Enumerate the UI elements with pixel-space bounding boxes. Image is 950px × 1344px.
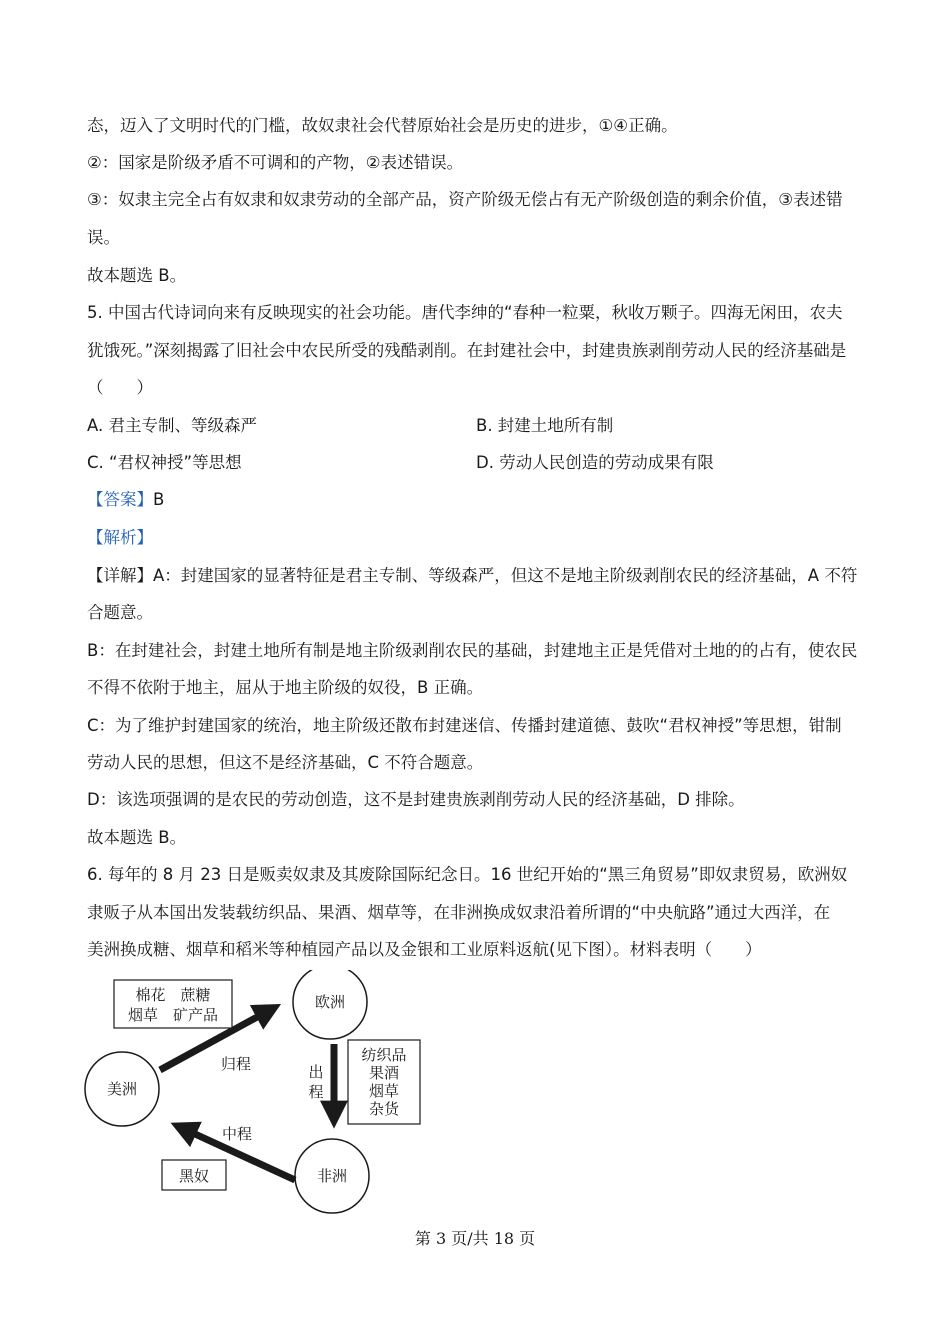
question-6-text: 6. 每年的 8 月 23 日是贩卖奴隶及其废除国际纪念日。16 世纪开始的“黑三角贸易”即奴隶贸易，欧洲奴 (87, 865, 848, 884)
paragraph-line: 误。 (87, 228, 120, 247)
detail-line: 故本题选 B。 (87, 828, 187, 847)
outbound-label: 程 (308, 1083, 324, 1101)
detail-line: 合题意。 (87, 603, 153, 622)
detail-line: 【详解】A：封建国家的显著特征是君主专制、等级森严，但这不是地主阶级剥削农民的经济基础，A 不符 (87, 566, 858, 585)
answer-label: 【答案】 (87, 490, 153, 509)
outbound-label: 出 (308, 1063, 324, 1081)
slaves-label: 黑奴 (178, 1167, 210, 1185)
analysis-label: 【解析】 (87, 528, 153, 547)
option-a: A. 君主专制、等级森严 (87, 416, 257, 435)
paragraph-line: 故本题选 B。 (87, 266, 187, 285)
return-goods-line: 烟草 矿产品 (127, 1006, 219, 1024)
paragraph-line: ②：国家是阶级矛盾不可调和的产物，②表述错误。 (87, 153, 464, 172)
detail-line: 劳动人民的思想，但这不是经济基础，C 不符合题意。 (87, 753, 484, 772)
question-6-text: 美洲换成糖、烟草和稻米等种植园产品以及金银和工业原料返航(见下图）。材料表明（ ） (87, 940, 762, 959)
detail-line: 不得不依附于地主，屈从于地主阶级的奴役，B 正确。 (87, 678, 484, 697)
question-6-text: 隶贩子从本国出发装载纺织品、果酒、烟草等，在非洲换成奴隶沿着所谓的“中央航路”通过大西洋，在 (87, 903, 831, 922)
detail-line: B：在封建社会，封建土地所有制是地主阶级剥削农民的基础，封建地主正是凭借对土地的的占有，使农民 (87, 641, 858, 660)
return-goods-line: 棉花 蔗糖 (135, 986, 211, 1004)
paragraph-line: ③：奴隶主完全占有奴隶和奴隶劳动的全部产品，资产阶级无偿占有无产阶级创造的剩余价值，③表述错 (87, 190, 843, 209)
outbound-goods-line: 杂货 (368, 1100, 400, 1118)
question-5-text: 5. 中国古代诗词向来有反映现实的社会功能。唐代李绅的“春种一粒粟，秋收万颗子。四海无闲田，农夫 (87, 303, 843, 322)
option-d: D. 劳动人民创造的劳动成果有限 (476, 453, 714, 472)
question-5-text: 犹饿死。”深刻揭露了旧社会中农民所受的残酷剥削。在封建社会中，封建贵族剥削劳动人民的经济基础是 (87, 341, 847, 360)
return-label: 归程 (220, 1055, 252, 1073)
paragraph-line: 态，迈入了文明时代的门槛，故奴隶社会代替原始社会是历史的进步，①④正确。 (87, 116, 678, 135)
europe-label: 欧洲 (314, 993, 346, 1011)
america-label: 美洲 (106, 1080, 138, 1098)
option-b: B. 封建土地所有制 (476, 416, 614, 435)
outbound-goods-line: 果酒 (368, 1064, 400, 1082)
africa-label: 非洲 (316, 1167, 348, 1185)
outbound-goods-line: 纺织品 (361, 1046, 407, 1064)
triangle-trade-diagram (80, 970, 440, 1220)
question-5-blank: （ ） (87, 378, 153, 397)
detail-line: C：为了维护封建国家的统治，地主阶级还散布封建迷信、传播封建道德、鼓吹“君权神授”等思想，钳制 (87, 716, 842, 735)
outbound-goods-line: 烟草 (368, 1082, 400, 1100)
answer-value: B (153, 490, 165, 509)
page-footer: 第 3 页/共 18 页 (414, 1229, 536, 1248)
middle-passage-label: 中程 (221, 1125, 253, 1143)
answer-line (87, 489, 164, 511)
detail-line: D：该选项强调的是农民的劳动创造，这不是封建贵族剥削劳动人民的经济基础，D 排除。 (87, 790, 745, 809)
option-c: C. “君权神授”等思想 (87, 453, 242, 472)
